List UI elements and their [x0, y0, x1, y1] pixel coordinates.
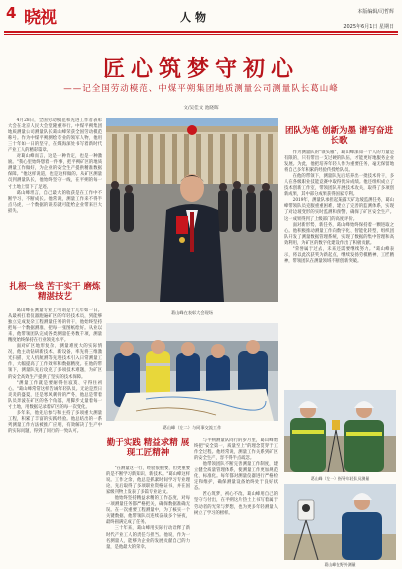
section3-paragraph: 他始终坚持精益求精的工作态度，对每一项测量任务都严格把关，确保数据准确无误。在一次重要工程测量中，为了核实一个关键数据，他带领队员连续奋战多个昼夜，最终圆满完成了任务。: [106, 496, 190, 526]
issue-date: 2025年6月1日 星期日: [343, 24, 394, 30]
edition-editor: 本版编辑/司哲辉: [357, 9, 394, 15]
section2-paragraph: 作为测量队的"领头雁"，葛山峰深知一个人的力量是有限的，只有带出一支过硬的队伍，才能更好地服务企业发展。为此，他把培养年轻人作为重要任务，毫无保留地将自己多年积累的经验传授给队员。: [284, 150, 394, 174]
page-number: 4: [6, 4, 17, 22]
article-title: 匠心筑梦守初心: [102, 57, 299, 82]
section1-paragraph: 多年来，他先后参与和主持了多项重大测量工程，积累了丰富的实践经验。他总结出的一系列测量工作方法被推广应用，有效解决了生产中的实际问题，得到了同行的一致认可。: [8, 410, 102, 434]
photo-award-ceremony: [106, 118, 278, 302]
photo1-caption: 葛山峰在表彰大会现场: [171, 310, 213, 315]
section3-paragraph: "在测量这一行，经验很重要，但更重要的是不断学习新知识、新技术。"葛山峰这样说。工作之余，他总是抓紧时间学习专业理论，先后取得了多项职业资格证书，并在国家级刊物上发表了多篇专业论文。: [106, 466, 190, 496]
section2-paragraph: 在他的带领下，测量队先后培养出一批技术骨干，多人在各级职业技能竞赛中取得优异成绩。他还组织成立了技术创新工作室，带领团队开展技术攻关，取得了多项创新成果，其中部分成果获得国家专利。: [284, 174, 394, 198]
section4-paragraph: 匠心筑梦，初心不改。葛山峰用自己的坚守与付出，在平朔这片热土上书写着属于劳动者的光荣与梦想，也为更多年轻测量人树立了学习的榜样。: [194, 492, 278, 516]
paper-name: 晓视: [24, 8, 56, 28]
photo-field-guidance: [284, 390, 396, 472]
section1-paragraph: "测量工作就是要耐得住寂寞、守得住初心。"葛山峰常常这样告诫年轻队员。无论是烈日炎炎的盛夏，还是寒风刺骨的严冬，他总是带着队员奔波在矿区的各个角落，用脚步丈量着每一寸土地，用数据记录着矿区的每一次变化。: [8, 380, 102, 410]
article-byline: 文/吴佳文 池晓晖: [183, 106, 219, 111]
section1-column: [8, 308, 102, 564]
section3-paragraph: 三十年来，葛山峰用实际行动诠释了新时代产业工人的责任与担当。他说，作为一名测量人，能够为企业的发展贡献自己的力量，是他最大的荣幸。: [106, 526, 190, 550]
section2-paragraph: "荣誉属于过去，未来还需要继续努力。"葛山峰表示，将以此次获奖为新起点，继续发扬劳模精神、工匠精神，带领团队在测量领域不断创新突破。: [284, 246, 394, 264]
section4-paragraph: 与平朔测量队同行的岁月里，葛山峰始终把"安全第一、质量至上"的理念贯穿于工作全过程。他经常说，测量工作关系到矿区的安全生产，容不得半点疏忽。: [194, 438, 278, 462]
photo-team-discussion: [106, 323, 278, 421]
section1-heading: 扎根一线 苦干实干 磨炼精湛技艺: [9, 282, 101, 302]
section2-column: [284, 150, 394, 334]
section4-paragraph: 他带领团队不断完善测量工作制度，建立健全质量管理体系，使测量工作更加规范化、标准化。每年都对测量仪器进行严格检定和维护，确保测量设备始终处于良好状态。: [194, 462, 278, 492]
article-subtitle: ——记全国劳动模范、中煤平朔集团地质测量公司测量队长葛山峰: [63, 84, 339, 94]
intro-paragraph: 4月28日，全国劳动模范和先进工作者表彰大会在北京人民大会堂隆重举行。中煤平朔集团地质测量公司测量队长葛山峰荣获全国劳动模范称号。作为中煤平朔测绘专业的领军人物，他用三十年如一日的坚守，在煤海深处书写着新时代产业工人的精彩篇章。: [8, 118, 102, 154]
intro-paragraph: 对葛山峰而言，这是一种肯定，也是一种激励。"我心里始终想着一件事，把平朔矿区的地质测量工作做好，为企业的安全生产提供精准数据保障。"他这样说道，也是这样做的。从矿区测量员到测量队长，他始终坚守一线，在平朔的每一寸土地上留下了足迹。: [8, 154, 102, 190]
section1-paragraph: 面对矿区地形复杂、测量难度大的实际情况，他主动钻研新技术、新设备，率先将三维激光扫描、无人机航测等先进技术引入日常测量工作，大幅提高了工作效率和数据精度。在他的带领下，测量队先后攻克了多项技术难题，为矿区的安全高效生产提供了坚实的技术保障。: [8, 344, 102, 380]
header-rule: [4, 31, 398, 33]
photo-field-survey: [284, 484, 396, 560]
header-rule-thin: [4, 34, 398, 35]
section2-heading: 团队为笔 创新为墨 谱写奋进长歌: [285, 126, 393, 146]
section3-column: [106, 466, 190, 566]
photo4-caption: 葛山峰在野外测量: [324, 562, 356, 567]
section2-paragraph: 面对新形势、新任务，葛山峰始终保持着一颗进取之心。他积极推动测量工作向数字化、智能化转型，组织团队开发了测量数据管理系统，实现了数据的集中管理和高效利用，为矿区的数字化建设作出了积极贡献。: [284, 222, 394, 246]
photo3-caption: 葛山峰（左一）指导年轻队员测量: [310, 476, 370, 481]
intro-column: [8, 118, 102, 278]
section3-heading: 勤于实践 精益求精 展现工匠精神: [106, 438, 190, 458]
photo2-caption: 葛山峰（左二）与同事交流工作: [162, 425, 222, 430]
section-title: 人物: [180, 11, 210, 24]
section4-column: [194, 438, 278, 566]
section2-paragraph: 2019年，测量队承担起某露天矿边坡监测任务，葛山峰带领队员克服重重困难，建立了完善的监测体系，实现了对边坡变形的实时监测和预警，确保了矿区安全生产。这一成果得到了上级部门的高度评价。: [284, 198, 394, 222]
section1-paragraph: 葛山峰在测量专业上可谓是十几年如一日。从最初扛着仪器跑遍矿区的年轻技术员，到能够独立完成复杂工程测量任务的骨干，他始终坚持把每一个数据测准、把每一张图纸绘好。从业以来，他带领团队完成各类测量任务数千项，测量精度始终保持在行业领先水平。: [8, 308, 102, 344]
intro-paragraph: 葛山峰坦言，自己最大的收获是在工作中不断学习、不断成长。他常说，测量工作来不得半点马虎，一个数据的误差就可能给企业带来巨大损失。: [8, 190, 102, 214]
